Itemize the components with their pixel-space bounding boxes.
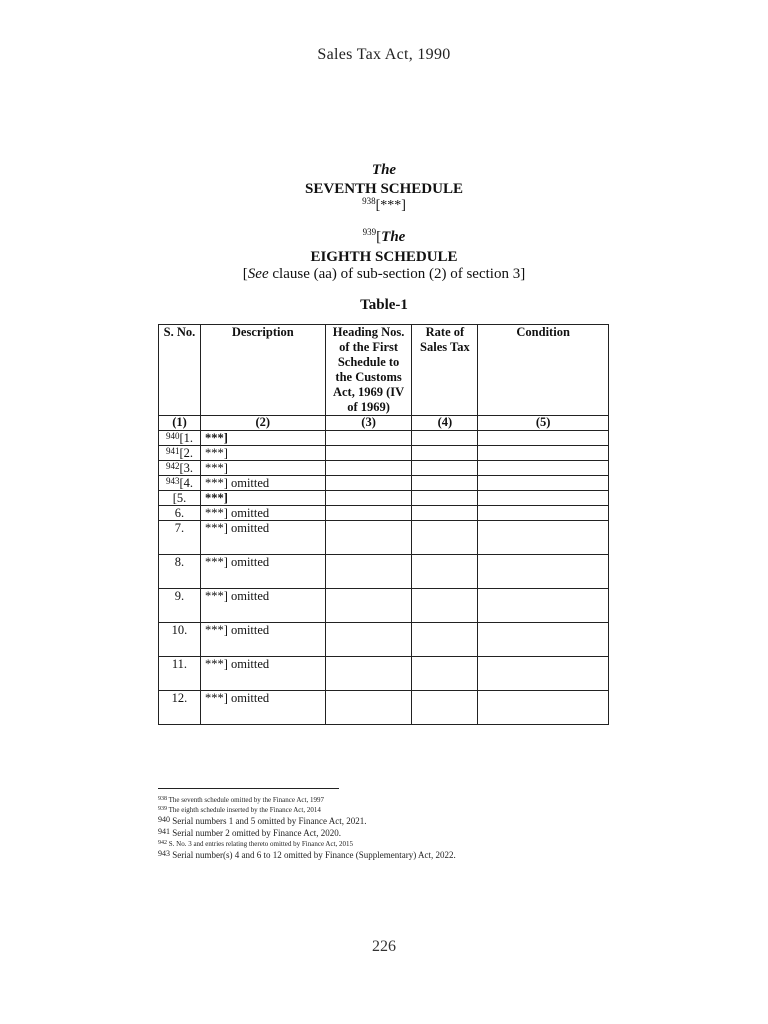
cell-serial-number <box>159 476 201 491</box>
serial-number: 8. <box>174 555 185 569</box>
footnote-number: 942 <box>158 840 167 846</box>
serial-number: 12. <box>171 691 188 705</box>
serial-number: [1. <box>179 431 193 445</box>
cell-heading-nos <box>325 555 412 589</box>
open-bracket: [ <box>376 229 382 245</box>
cell-description: ***] omitted <box>200 657 325 691</box>
table-row <box>159 657 609 691</box>
cell-description: ***] omitted <box>200 691 325 725</box>
col-num-3: (3) <box>325 416 412 431</box>
footnote-number: 941 <box>158 827 170 836</box>
cell-description: ***] <box>200 461 325 476</box>
omission-marker: [***] <box>375 198 406 213</box>
cell-serial-number <box>159 589 201 623</box>
cell-description: ***] omitted <box>200 589 325 623</box>
cell-serial-number <box>159 691 201 725</box>
footnote-number: 939 <box>158 806 167 812</box>
footnote <box>158 827 618 839</box>
footnote <box>158 849 618 861</box>
page-number: 226 <box>372 938 396 955</box>
table-title: Table-1 <box>360 297 408 313</box>
cell-condition <box>478 476 609 491</box>
table-row <box>159 476 609 491</box>
cell-condition <box>478 691 609 725</box>
cell-heading-nos <box>325 476 412 491</box>
cell-rate <box>412 555 478 589</box>
cell-serial-number <box>159 506 201 521</box>
footnote-text: Serial number(s) 4 and 6 to 12 omitted by Finance (Supplementary) Act, 2022. <box>172 850 456 860</box>
footnote-text: Serial number 2 omitted by Finance Act, 2020. <box>172 828 341 838</box>
serial-number: [4. <box>179 476 193 490</box>
footnote-text: The seventh schedule omitted by the Finance Act, 1997 <box>168 796 324 804</box>
cell-rate <box>412 657 478 691</box>
footnote <box>158 805 618 815</box>
cell-serial-number <box>159 657 201 691</box>
header-sno: S. No. <box>159 325 201 416</box>
cell-rate <box>412 491 478 506</box>
cell-description: ***] omitted <box>200 623 325 657</box>
table-row <box>159 491 609 506</box>
serial-number: [3. <box>179 461 193 475</box>
serial-number: 6. <box>174 506 185 520</box>
footnote <box>158 815 618 827</box>
footnote <box>158 839 618 849</box>
cell-description: ***] omitted <box>200 476 325 491</box>
table-body <box>159 431 609 725</box>
cell-serial-number <box>159 555 201 589</box>
serial-number: 11. <box>171 657 188 671</box>
table-row <box>159 521 609 555</box>
see-clause-reference <box>0 266 768 283</box>
serial-number: 10. <box>171 623 188 637</box>
footnote-text: The eighth schedule inserted by the Finance Act, 2014 <box>168 806 321 814</box>
cell-serial-number <box>159 491 201 506</box>
cell-serial-number <box>159 446 201 461</box>
cell-condition <box>478 521 609 555</box>
the-word: The <box>381 229 406 245</box>
table-row <box>159 691 609 725</box>
cell-heading-nos <box>325 446 412 461</box>
table-row <box>159 461 609 476</box>
cell-heading-nos <box>325 521 412 555</box>
footnote-number: 938 <box>158 796 167 802</box>
cell-serial-number <box>159 623 201 657</box>
table-row <box>159 623 609 657</box>
schedule-table <box>158 324 609 725</box>
cell-rate <box>412 623 478 657</box>
footnotes <box>158 795 618 861</box>
column-number-row <box>159 416 609 431</box>
cell-rate <box>412 446 478 461</box>
cell-description: ***] <box>200 491 325 506</box>
serial-number: [5. <box>172 491 187 505</box>
col-num-4: (4) <box>412 416 478 431</box>
footnote-ref: 943 <box>165 476 180 486</box>
seventh-schedule-omission <box>0 198 768 214</box>
footnote <box>158 795 618 805</box>
cell-heading-nos <box>325 657 412 691</box>
cell-serial-number <box>159 431 201 446</box>
table-row <box>159 431 609 446</box>
see-rest: clause (aa) of sub-section (2) of section 3] <box>268 266 526 282</box>
cell-condition <box>478 491 609 506</box>
footnote-number: 940 <box>158 815 170 824</box>
cell-serial-number <box>159 461 201 476</box>
cell-description: ***] <box>200 446 325 461</box>
footnote-number: 943 <box>158 849 170 858</box>
heading-seventh-schedule: SEVENTH SCHEDULE <box>305 181 463 197</box>
heading-the-eighth <box>0 229 768 246</box>
cell-description: ***] omitted <box>200 521 325 555</box>
cell-rate <box>412 431 478 446</box>
footnote-ref-939: 939 <box>362 227 377 237</box>
footnote-text: Serial numbers 1 and 5 omitted by Finance Act, 2021. <box>172 816 367 826</box>
cell-condition <box>478 446 609 461</box>
see-open-bracket: [ <box>242 266 248 282</box>
cell-heading-nos <box>325 431 412 446</box>
col-num-1: (1) <box>159 416 201 431</box>
cell-condition <box>478 506 609 521</box>
cell-heading-nos <box>325 491 412 506</box>
footnote-ref: 940 <box>165 431 180 441</box>
cell-heading-nos <box>325 506 412 521</box>
footnote-text: S. No. 3 and entries relating thereto omitted by Finance Act, 2015 <box>168 840 354 848</box>
heading-eighth-schedule: EIGHTH SCHEDULE <box>310 249 458 265</box>
cell-condition <box>478 555 609 589</box>
running-head: Sales Tax Act, 1990 <box>317 46 451 63</box>
cell-rate <box>412 476 478 491</box>
footnote-ref: 942 <box>165 461 180 471</box>
serial-number: 7. <box>174 521 185 535</box>
cell-rate <box>412 691 478 725</box>
cell-description: ***] <box>200 431 325 446</box>
see-word: See <box>247 266 269 282</box>
footnote-ref: 941 <box>165 446 180 456</box>
serial-number: [2. <box>179 446 193 460</box>
cell-condition <box>478 431 609 446</box>
cell-heading-nos <box>325 589 412 623</box>
serial-number: 9. <box>174 589 185 603</box>
footnote-ref-938: 938 <box>362 196 376 206</box>
header-condition: Condition <box>478 325 609 416</box>
cell-condition <box>478 623 609 657</box>
cell-rate <box>412 506 478 521</box>
col-num-2: (2) <box>200 416 325 431</box>
cell-description: ***] omitted <box>200 506 325 521</box>
header-rate: Rate of Sales Tax <box>412 325 478 416</box>
heading-the: The <box>371 162 397 178</box>
table-row <box>159 506 609 521</box>
cell-rate <box>412 521 478 555</box>
cell-heading-nos <box>325 623 412 657</box>
header-heading-nos: Heading Nos. of the First Schedule to the Customs Act, 1969 (IV of 1969) <box>325 325 412 416</box>
col-num-5: (5) <box>478 416 609 431</box>
cell-serial-number <box>159 521 201 555</box>
cell-rate <box>412 589 478 623</box>
footnote-rule <box>158 788 339 789</box>
header-description: Description <box>200 325 325 416</box>
cell-heading-nos <box>325 691 412 725</box>
cell-condition <box>478 589 609 623</box>
cell-description: ***] omitted <box>200 555 325 589</box>
table-row <box>159 555 609 589</box>
table-header-row <box>159 325 609 416</box>
cell-condition <box>478 657 609 691</box>
table-row <box>159 446 609 461</box>
cell-heading-nos <box>325 461 412 476</box>
table-row <box>159 589 609 623</box>
cell-rate <box>412 461 478 476</box>
cell-condition <box>478 461 609 476</box>
